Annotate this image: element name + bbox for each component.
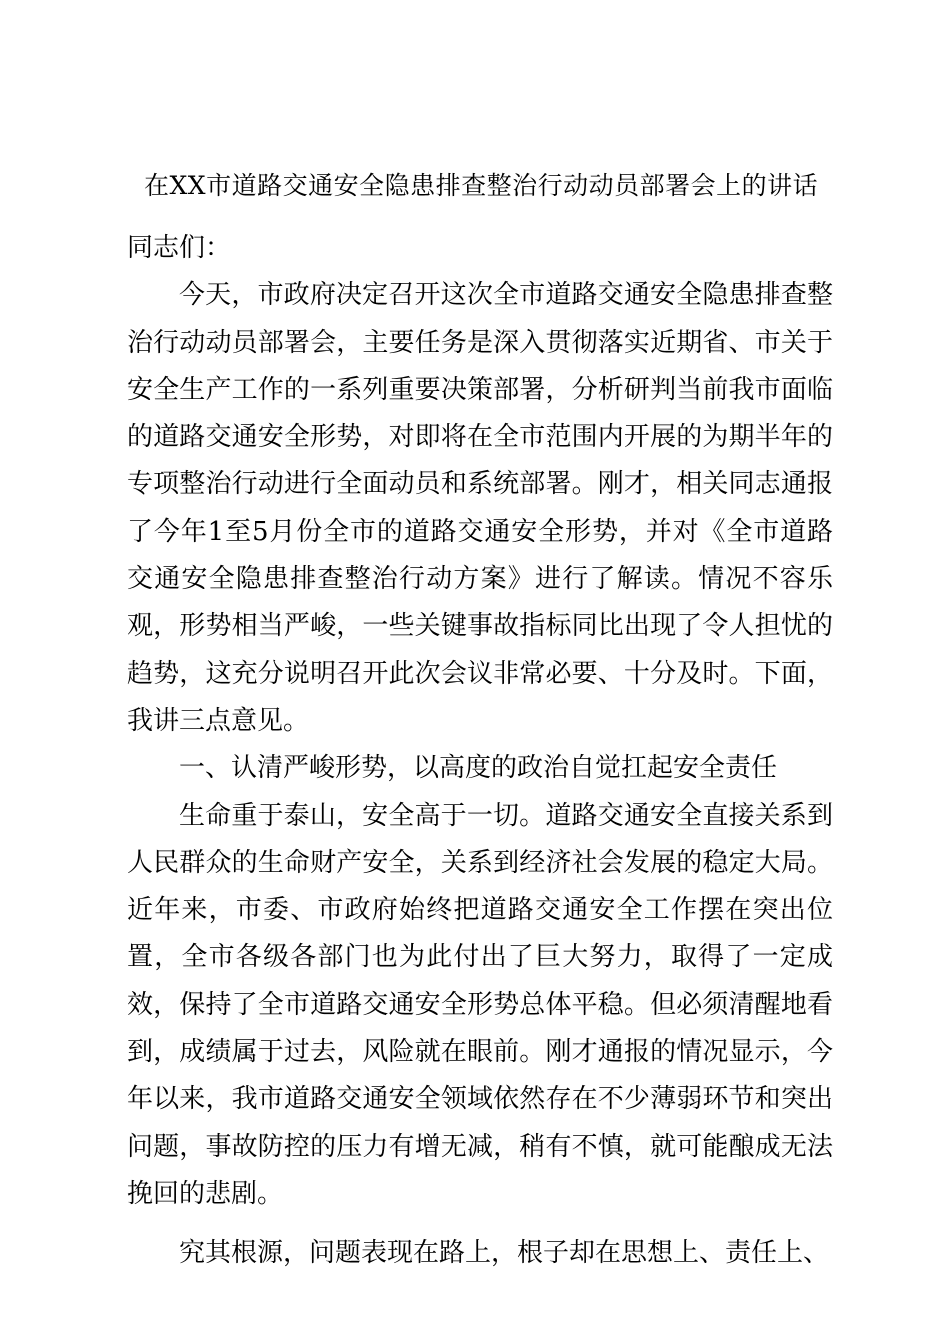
paragraph-root-cause: 究其根源，问题表现在路上，根子却在思想上、责任上、 <box>179 1238 830 1269</box>
section-heading-1: 一、认清严峻形势，以高度的政治自觉扛起安全责任 <box>179 753 778 784</box>
document-title: 在XX市道路交通安全隐患排查整治行动动员部署会上的讲话 <box>144 171 819 200</box>
paragraph-intro: 今天，市政府决定召开这次全市道路交通安全隐患排查整治行动动员部署会，主要任务是深入贯彻落实近期省、市关于安全生产工作的一系列重要决策部署，分析研判当前我市面临的道路交通安全形势，对即将在全市范围内开展的为期半年的专项整治行动进行全面动员和系统部署。刚才，相关同志通报了今年1至5月份全市的道路交通安全形势，并对《全市道路交通安全隐患排查整治行动方案》进行了解读。情况不容乐观，形势相当严峻，一些关键事故指标同比出现了令人担忧的趋势，这充分说明召开此次会议非常必要、十分及时。下面，我讲三点意见。 <box>127 280 833 736</box>
paragraph-section-1: 生命重于泰山，安全高于一切。道路交通安全直接关系到人民群众的生命财产安全，关系到经济社会发展的稳定大局。近年来，市委、市政府始终把道路交通安全工作摆在突出位置，全市各级各部门也为此付出了巨大努力，取得了一定成效，保持了全市道路交通安全形势总体平稳。但必须清醒地看到，成绩属于过去，风险就在眼前。刚才通报的情况显示，今年以来，我市道路交通安全领域依然存在不少薄弱环节和突出问题，事故防控的压力有增无减，稍有不慎，就可能酿成无法挽回的悲剧。 <box>127 800 833 1209</box>
salutation: 同志们： <box>127 233 232 263</box>
document-body <box>127 225 833 1278</box>
